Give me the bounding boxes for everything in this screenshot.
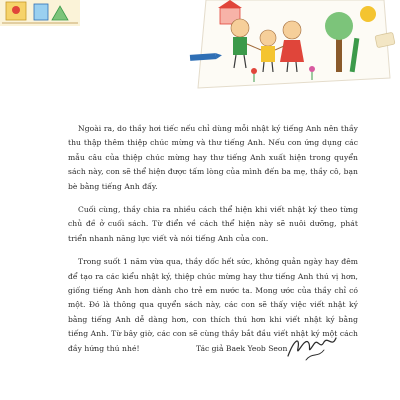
author-signature-block	[196, 336, 346, 376]
signature-icon	[284, 330, 340, 366]
paragraph-closing: Trong suốt 1 năm vừa qua, thầy dốc hết sức, không quản ngày hay đêm để tạo ra các kiểu nhật ký, thiệp chúc mừng hay thư tiếng Anh thú vị hơn, giống tiếng Anh hơn dành cho trẻ em nước ta. Mong ước của thầy chỉ có một. Đó là thông qua quyển sách này, các con sẽ thấy việc viết nhật ký bằng tiếng Anh dễ dàng hơn, con thích thú hơn khi viết nhật ký bằng tiếng Anh. Từ bây giờ, các con sẽ cùng thầy bắt đầu viết nhật ký một cách đầy hứng thú nhé!	[68, 257, 358, 353]
kids-drawing-left-icon	[0, 0, 80, 26]
paragraph-greeting-cards: Ngoài ra, do thầy hơi tiếc nếu chỉ dùng mỗi nhật ký tiếng Anh nên thầy thu thập thêm thiệp chúc mừng và thư tiếng Anh. Nếu con ứng dụng các mẫu câu của thiệp chúc mừng hay thư tiếng Anh xuất hiện trong quyển sách này, con sẽ thể hiện được tấm lòng của mình đến ba mẹ, thầy cô, bạn bè bằng tiếng Anh đấy.	[68, 124, 358, 191]
author-name: Tác giả Baek Yeob Seon	[196, 344, 288, 353]
kids-drawing-icon	[184, 0, 400, 96]
foreword-text	[68, 122, 358, 365]
paragraph-dictionary: Cuối cùng, thầy chia ra nhiều cách thể hiện khi viết nhật ký theo từng chủ đề ở cuối sách. Từ điển về cách thể hiện này sẽ nuôi dưỡng, phát triển nhanh năng lực viết và nói tiếng Anh của con.	[68, 205, 358, 243]
header-illustration	[0, 0, 400, 100]
